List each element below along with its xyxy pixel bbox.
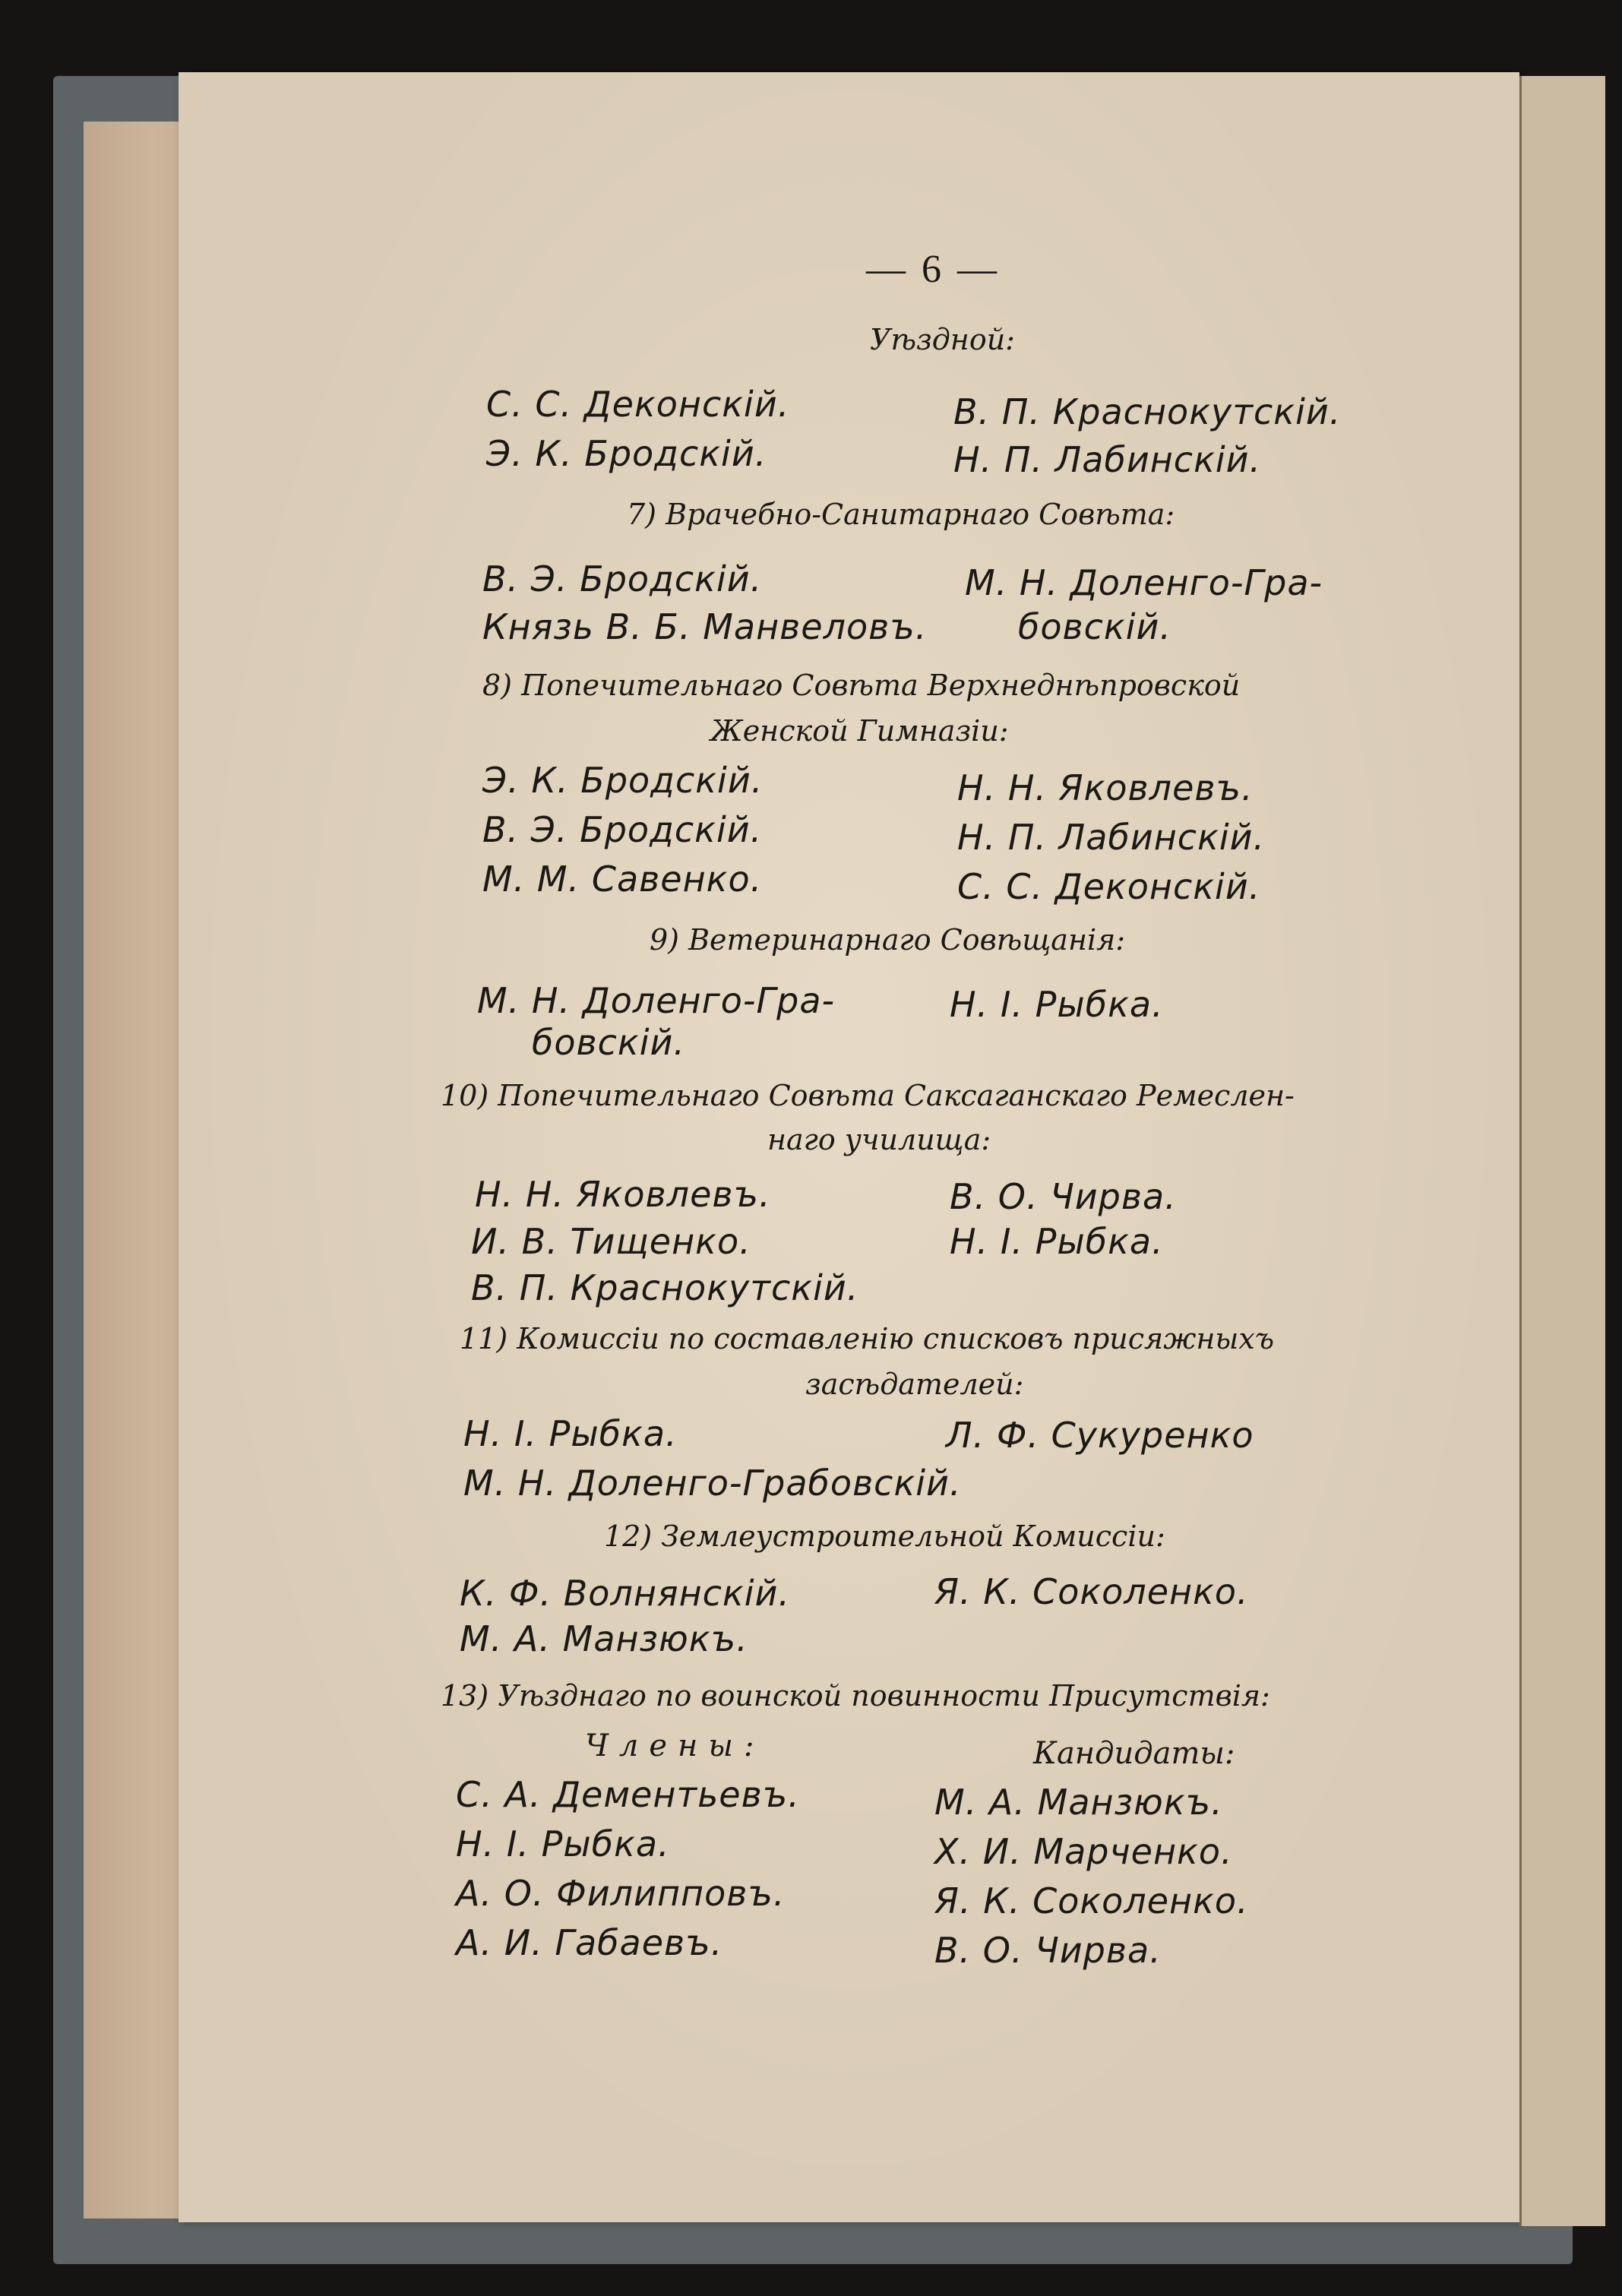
name-entry: Н. П. Лабинскій. (953, 439, 1262, 480)
name-entry: Я. К. Соколенко. (934, 1880, 1249, 1921)
name-entry: Н. І. Рыбка. (463, 1413, 678, 1454)
name-entry: Н. Н. Яковлевъ. (957, 767, 1254, 808)
name-entry: Н. І. Рыбка. (950, 984, 1164, 1025)
name-entry: В. П. Краснокутскій. (471, 1267, 859, 1308)
name-entry: Я. К. Соколенко. (934, 1571, 1249, 1612)
name-entry: В. П. Краснокутскій. (953, 391, 1342, 432)
name-entry: бовскій. (532, 1022, 685, 1063)
page-number: — 6 — (866, 248, 1000, 291)
name-entry: В. Э. Бродскій. (482, 558, 763, 599)
section-heading: 11) Комиссіи по составленію списковъ присяжныхъ (460, 1322, 1275, 1355)
name-entry: Н. І. Рыбка. (456, 1823, 670, 1864)
section-heading-cont: засѣдателей: (805, 1368, 1024, 1401)
section-heading-cont: Женской Гимназіи: (710, 714, 1009, 748)
section-heading: 9) Ветеринарнаго Совѣщанія: (650, 923, 1126, 957)
name-entry: М. Н. Доленго-Гра- (965, 562, 1323, 603)
name-entry: М. М. Савенко. (482, 859, 763, 900)
facing-page (1519, 76, 1605, 2226)
section-heading: Уѣздной: (870, 323, 1015, 356)
name-entry: И. В. Тищенко. (471, 1221, 751, 1262)
section-heading: 10) Попечительнаго Совѣта Саксаганскаго Ремеслен- (441, 1079, 1295, 1112)
name-entry: бовскій. (1018, 606, 1171, 647)
section-heading: 8) Попечительнаго Совѣта Верхнеднѣпровской (482, 669, 1241, 702)
name-entry: Э. К. Бродскій. (482, 760, 764, 801)
name-entry: С. А. Дементьевъ. (456, 1774, 800, 1815)
column-subheading: Кандидаты: (1033, 1736, 1235, 1771)
name-entry: В. О. Чирва. (950, 1176, 1177, 1217)
name-entry: Э. К. Бродскій. (486, 433, 767, 474)
name-entry: С. С. Деконскій. (486, 384, 790, 425)
name-entry: В. Э. Бродскій. (482, 809, 763, 850)
name-entry: Л. Ф. Сукуренко (946, 1415, 1254, 1456)
name-entry: Н. І. Рыбка. (950, 1221, 1164, 1262)
name-entry: Н. Н. Яковлевъ. (475, 1174, 771, 1215)
name-entry: В. О. Чирва. (934, 1930, 1162, 1971)
name-entry: М. Н. Доленго-Гра- (477, 980, 836, 1021)
name-entry: С. С. Деконскій. (957, 866, 1261, 907)
section-heading: 13) Уѣзднаго по воинской повинности Присутствія: (441, 1679, 1270, 1713)
section-heading: 7) Врачебно-Санитарнаго Совѣта: (627, 498, 1175, 531)
name-entry: М. Н. Доленго-Грабовскій. (463, 1463, 962, 1504)
name-entry: К. Ф. Волнянскій. (460, 1573, 791, 1614)
name-entry: Х. И. Марченко. (934, 1831, 1233, 1872)
section-heading-cont: наго училища: (767, 1123, 991, 1156)
name-entry: А. О. Филипповъ. (456, 1873, 786, 1914)
name-entry: Князь В. Б. Манвеловъ. (482, 606, 928, 647)
section-heading: 12) Землеустроительной Комиссіи: (604, 1520, 1165, 1553)
column-subheading: Члены: (585, 1728, 765, 1763)
name-entry: А. И. Габаевъ. (456, 1922, 723, 1963)
name-entry: Н. П. Лабинскій. (957, 817, 1266, 858)
name-entry: М. А. Манзюкъ. (934, 1782, 1223, 1823)
name-entry: М. А. Манзюкъ. (460, 1618, 748, 1659)
